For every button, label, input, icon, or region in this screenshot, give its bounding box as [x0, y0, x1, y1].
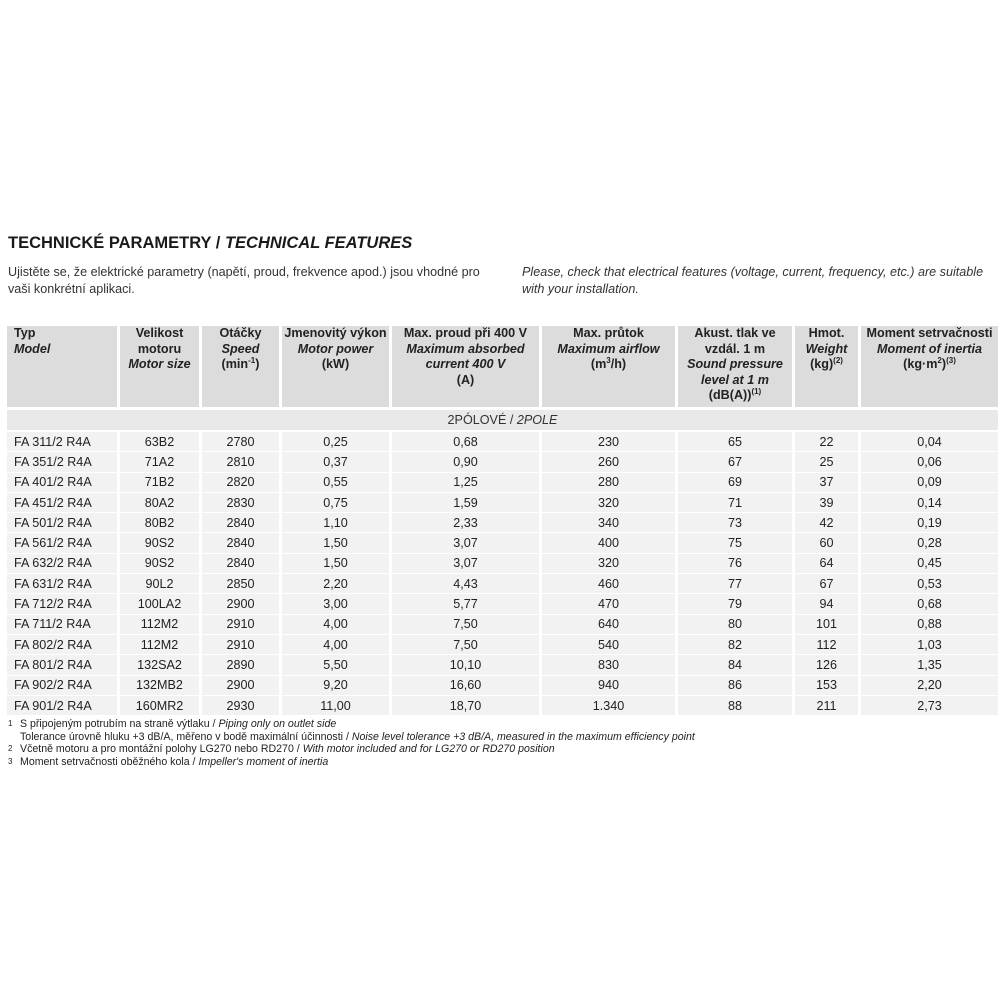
cell-weight: 112: [795, 635, 861, 655]
cell-sound-pressure: 79: [678, 594, 795, 614]
cell-weight: 25: [795, 452, 861, 472]
cell-speed: 2890: [202, 655, 282, 675]
cell-speed: 2780: [202, 432, 282, 452]
cell-moment-of-inertia: 2,73: [861, 696, 998, 716]
cell-sound-pressure: 69: [678, 473, 795, 493]
col-header-moment-of-inertia: Moment setrvačnosti Moment of inertia $(kg\cdot m^2)^{(3)}$: [861, 326, 998, 410]
cell-max-airflow: 830: [542, 655, 678, 675]
cell-moment-of-inertia: 0,14: [861, 493, 998, 513]
footnote-text-en: Impeller's moment of inertia: [198, 755, 329, 768]
table-row: [7, 594, 998, 614]
cell-motor-power: 0,37: [282, 452, 392, 472]
cell-motor-power: 1,50: [282, 533, 392, 553]
cell-speed: 2930: [202, 696, 282, 716]
cell-motor-power: 2,20: [282, 574, 392, 594]
cell-moment-of-inertia: 0,19: [861, 513, 998, 533]
cell-weight: 67: [795, 574, 861, 594]
cell-max-current: 1,59: [392, 493, 542, 513]
cell-max-current: 7,50: [392, 615, 542, 635]
footnote-number: 1: [8, 719, 13, 728]
cell-motor-size: 63B2: [120, 432, 202, 452]
col-header-max-airflow: Max. průtok Maximum airflow $(m^3/h)$: [542, 326, 678, 410]
cell-motor-size: 160MR2: [120, 696, 202, 716]
cell-model: FA 711/2 R4A: [7, 615, 120, 635]
cell-motor-size: 90S2: [120, 554, 202, 574]
cell-max-current: 5,77: [392, 594, 542, 614]
cell-sound-pressure: 77: [678, 574, 795, 594]
table-row: [7, 554, 998, 574]
cell-speed: 2840: [202, 554, 282, 574]
cell-max-airflow: 320: [542, 554, 678, 574]
table-row: [7, 696, 998, 716]
cell-moment-of-inertia: 0,28: [861, 533, 998, 553]
cell-model: FA 902/2 R4A: [7, 676, 120, 696]
cell-sound-pressure: 86: [678, 676, 795, 696]
cell-sound-pressure: 75: [678, 533, 795, 553]
cell-model: FA 632/2 R4A: [7, 554, 120, 574]
cell-max-current: 2,33: [392, 513, 542, 533]
cell-moment-of-inertia: 0,68: [861, 594, 998, 614]
table-row: [7, 513, 998, 533]
cell-max-airflow: 320: [542, 493, 678, 513]
footnote-text-cz: Moment setrvačnosti oběžného kola /: [20, 755, 199, 768]
cell-max-airflow: 1.340: [542, 696, 678, 716]
cell-max-airflow: 340: [542, 513, 678, 533]
table-row: [7, 533, 998, 553]
cell-speed: 2840: [202, 533, 282, 553]
cell-moment-of-inertia: 0,09: [861, 473, 998, 493]
cell-moment-of-inertia: 0,45: [861, 554, 998, 574]
cell-speed: 2910: [202, 635, 282, 655]
cell-max-current: 0,68: [392, 432, 542, 452]
footnote-text-en: With motor included and for LG270 or RD270 position: [302, 743, 555, 755]
cell-max-current: 16,60: [392, 676, 542, 696]
cell-model: FA 801/2 R4A: [7, 655, 120, 675]
technical-table: [7, 326, 998, 716]
footnote: [8, 731, 695, 744]
cell-moment-of-inertia: 2,20: [861, 676, 998, 696]
cell-model: FA 451/2 R4A: [7, 493, 120, 513]
cell-model: FA 351/2 R4A: [7, 452, 120, 472]
cell-moment-of-inertia: 0,04: [861, 432, 998, 452]
table-row: [7, 655, 998, 675]
cell-motor-power: 3,00: [282, 594, 392, 614]
cell-moment-of-inertia: 0,53: [861, 574, 998, 594]
cell-model: FA 501/2 R4A: [7, 513, 120, 533]
footnote-text-cz: Včetně motoru a pro montážní polohy LG270 nebo RD270 /: [20, 743, 303, 755]
cell-max-airflow: 400: [542, 533, 678, 553]
footnote-number: 3: [8, 756, 13, 766]
cell-sound-pressure: 71: [678, 493, 795, 513]
table-row: [7, 473, 998, 493]
cell-max-current: 7,50: [392, 635, 542, 655]
table-row: [7, 493, 998, 513]
cell-sound-pressure: 80: [678, 615, 795, 635]
cell-motor-power: 1,10: [282, 513, 392, 533]
cell-speed: 2900: [202, 594, 282, 614]
cell-max-current: 4,43: [392, 574, 542, 594]
cell-moment-of-inertia: 1,03: [861, 635, 998, 655]
cell-max-current: 18,70: [392, 696, 542, 716]
cell-motor-size: 90S2: [120, 533, 202, 553]
cell-weight: 37: [795, 473, 861, 493]
cell-max-airflow: 470: [542, 594, 678, 614]
cell-speed: 2820: [202, 473, 282, 493]
cell-motor-size: 132MB2: [120, 676, 202, 696]
cell-sound-pressure: 65: [678, 432, 795, 452]
group-label-cz: 2PÓLOVÉ /: [447, 413, 517, 427]
footnote: [8, 718, 695, 731]
cell-motor-power: 0,25: [282, 432, 392, 452]
cell-sound-pressure: 67: [678, 452, 795, 472]
cell-weight: 153: [795, 676, 861, 696]
cell-speed: 2850: [202, 574, 282, 594]
cell-weight: 94: [795, 594, 861, 614]
cell-motor-power: 5,50: [282, 655, 392, 675]
cell-motor-size: 90L2: [120, 574, 202, 594]
cell-weight: 39: [795, 493, 861, 513]
cell-weight: 22: [795, 432, 861, 452]
cell-max-current: 3,07: [392, 533, 542, 553]
cell-motor-size: 132SA2: [120, 655, 202, 675]
cell-speed: 2830: [202, 493, 282, 513]
table-row: [7, 635, 998, 655]
cell-motor-power: 4,00: [282, 635, 392, 655]
cell-model: FA 712/2 R4A: [7, 594, 120, 614]
cell-model: FA 311/2 R4A: [7, 432, 120, 452]
cell-max-airflow: 540: [542, 635, 678, 655]
cell-sound-pressure: 82: [678, 635, 795, 655]
page-title: [8, 234, 412, 253]
footnote-text-en: Noise level tolerance +3 dB/A, measured in the maximum efficiency point: [351, 730, 695, 743]
col-header-weight: Hmot. Weight (kg)$^{(2)}$: [795, 326, 861, 410]
cell-model: FA 901/2 R4A: [7, 696, 120, 716]
cell-max-airflow: 260: [542, 452, 678, 472]
cell-motor-size: 100LA2: [120, 594, 202, 614]
col-header-motor-power: Jmenovitý výkon Motor power (kW): [282, 326, 392, 410]
cell-sound-pressure: 88: [678, 696, 795, 716]
cell-motor-power: 11,00: [282, 696, 392, 716]
cell-motor-power: 9,20: [282, 676, 392, 696]
cell-speed: 2900: [202, 676, 282, 696]
footnote-text-en: Piping only on outlet side: [218, 718, 337, 730]
table-row: [7, 452, 998, 472]
cell-max-airflow: 640: [542, 615, 678, 635]
cell-max-airflow: 280: [542, 473, 678, 493]
col-header-motor-size: Velikost motoru Motor size: [120, 326, 202, 410]
cell-moment-of-inertia: 0,88: [861, 615, 998, 635]
group-row-2pole: [7, 410, 998, 432]
cell-weight: 64: [795, 554, 861, 574]
cell-model: FA 802/2 R4A: [7, 635, 120, 655]
cell-motor-power: 0,75: [282, 493, 392, 513]
cell-sound-pressure: 84: [678, 655, 795, 675]
title-cz: TECHNICKÉ PARAMETRY /: [8, 234, 225, 252]
footnote-text-cz: S připojeným potrubím na straně výtlaku /: [20, 718, 219, 730]
cell-weight: 126: [795, 655, 861, 675]
cell-max-airflow: 230: [542, 432, 678, 452]
cell-motor-size: 112M2: [120, 635, 202, 655]
cell-motor-size: 71B2: [120, 473, 202, 493]
cell-sound-pressure: 73: [678, 513, 795, 533]
cell-moment-of-inertia: 1,35: [861, 655, 998, 675]
cell-speed: 2910: [202, 615, 282, 635]
table-row: [7, 676, 998, 696]
footnote: [8, 756, 695, 769]
cell-motor-power: 1,50: [282, 554, 392, 574]
cell-model: FA 631/2 R4A: [7, 574, 120, 594]
cell-weight: 101: [795, 615, 861, 635]
cell-max-airflow: 460: [542, 574, 678, 594]
intro-text-cz: Ujistěte se, že elektrické parametry (napětí, proud, frekvence apod.) jsou vhodné pro vaši konkrétní aplikaci.: [8, 265, 480, 296]
col-header-model: Typ Model: [7, 326, 120, 410]
cell-motor-size: 71A2: [120, 452, 202, 472]
cell-max-current: 3,07: [392, 554, 542, 574]
cell-max-current: 10,10: [392, 655, 542, 675]
footnote-text-cz: Tolerance úrovně hluku +3 dB/A, měřeno v bodě maximální účinnosti /: [20, 730, 352, 743]
cell-weight: 60: [795, 533, 861, 553]
col-header-speed: Otáčky Speed $(\min^{-1})$: [202, 326, 282, 410]
cell-motor-size: 112M2: [120, 615, 202, 635]
cell-speed: 2810: [202, 452, 282, 472]
cell-motor-size: 80B2: [120, 513, 202, 533]
cell-motor-power: 4,00: [282, 615, 392, 635]
cell-model: FA 401/2 R4A: [7, 473, 120, 493]
cell-moment-of-inertia: 0,06: [861, 452, 998, 472]
cell-max-airflow: 940: [542, 676, 678, 696]
cell-motor-power: 0,55: [282, 473, 392, 493]
cell-max-current: 1,25: [392, 473, 542, 493]
cell-speed: 2840: [202, 513, 282, 533]
cell-sound-pressure: 76: [678, 554, 795, 574]
group-label-en: 2POLE: [516, 413, 558, 427]
footnotes: [8, 718, 695, 768]
col-header-max-current: Max. proud při 400 V Maximum absorbed current 400 V (A): [392, 326, 542, 410]
intro-text-en: Please, check that electrical features (voltage, current, frequency, etc.) are suitable with your installation.: [522, 265, 984, 296]
cell-max-current: 0,90: [392, 452, 542, 472]
table-row: [7, 432, 998, 452]
footnote-number: 2: [8, 744, 13, 753]
table-header-row: [7, 326, 998, 410]
cell-weight: 211: [795, 696, 861, 716]
footnote: [8, 743, 695, 756]
cell-motor-size: 80A2: [120, 493, 202, 513]
table-row: [7, 574, 998, 594]
cell-weight: 42: [795, 513, 861, 533]
col-header-sound-pressure: Akust. tlak ve vzdál. 1 m Sound pressure level at 1 m $(dB(A))^{(1)}$: [678, 326, 795, 410]
cell-model: FA 561/2 R4A: [7, 533, 120, 553]
title-en: TECHNICAL FEATURES: [224, 234, 413, 252]
table-row: [7, 615, 998, 635]
